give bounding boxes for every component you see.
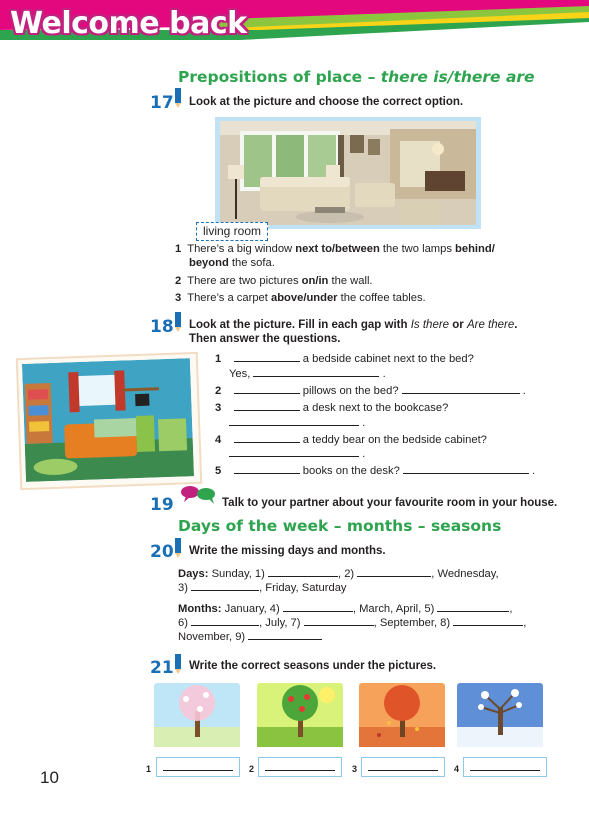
exercise-number-17: 17 bbox=[150, 93, 174, 113]
exercise-21-instruction: Write the correct seasons under the pictures. bbox=[189, 660, 437, 672]
exercise-18-item-4: 4 a teddy bear on the bedside cabinet? bbox=[215, 434, 487, 446]
season-answer-label-2: 2 bbox=[249, 764, 255, 774]
bedroom-picture-frame bbox=[16, 352, 202, 490]
page-number: 10 bbox=[40, 768, 59, 787]
exercise-20-days-line-1: Days: Sunday, 1) , 2) , Wednesday, bbox=[178, 568, 499, 580]
exercise-18-answer-1: Yes, . bbox=[229, 368, 386, 380]
exercise-18-answer-4: . bbox=[229, 446, 365, 461]
living-room-picture-frame bbox=[215, 117, 481, 229]
exercise-20-months-line-1: Months: January, 4) , March, April, 5) , bbox=[178, 603, 513, 615]
season-picture-1 bbox=[154, 683, 240, 747]
exercise-18-answer-3: . bbox=[229, 415, 365, 430]
pencil-icon bbox=[174, 312, 182, 332]
pencil-icon bbox=[174, 654, 182, 674]
living-room-caption: living room bbox=[196, 222, 268, 241]
pencil-icon bbox=[174, 538, 182, 558]
speech-bubbles-icon bbox=[178, 484, 218, 506]
exercise-18-instruction: Look at the picture. Fill in each gap with Is there or Are there. bbox=[189, 319, 518, 331]
exercise-17-item-1: 1 There’s a big window next to/between the two lamps behind/ bbox=[175, 243, 495, 255]
exercise-20-months-line-2: 6) , July, 7) , September, 8) , bbox=[178, 617, 527, 629]
exercise-19-instruction: Talk to your partner about your favourite room in your house. bbox=[222, 497, 558, 509]
exercise-number-18: 18 bbox=[150, 317, 174, 337]
page-header-title: Welcome back bbox=[10, 6, 247, 41]
exercise-number-19: 19 bbox=[150, 495, 174, 515]
season-answer-label-1: 1 bbox=[146, 764, 152, 774]
season-picture-4 bbox=[457, 683, 543, 747]
exercise-17-item-3: 3 There’s a carpet above/under the coffee tables. bbox=[175, 292, 426, 304]
exercise-20-instruction: Write the missing days and months. bbox=[189, 545, 386, 557]
section-title-days-months: Days of the week – months – seasons bbox=[178, 517, 502, 535]
exercise-17-item-2: 2 There are two pictures on/in the wall. bbox=[175, 275, 373, 287]
pencil-icon bbox=[174, 88, 182, 108]
exercise-number-20: 20 bbox=[150, 542, 174, 562]
season-answer-box-2[interactable] bbox=[258, 757, 342, 777]
exercise-18-item-1: 1 a bedside cabinet next to the bed? bbox=[215, 353, 474, 365]
bedroom-image bbox=[22, 358, 194, 482]
season-answer-label-4: 4 bbox=[454, 764, 460, 774]
exercise-18-item-5: 5 books on the desk? . bbox=[215, 465, 536, 477]
section-title-prepositions: Prepositions of place – there is/there are bbox=[178, 68, 535, 86]
exercise-number-21: 21 bbox=[150, 658, 174, 678]
exercise-17-instruction: Look at the picture and choose the correct option. bbox=[189, 96, 464, 108]
season-picture-3 bbox=[359, 683, 445, 747]
living-room-image bbox=[220, 121, 476, 225]
season-answer-box-1[interactable] bbox=[156, 757, 240, 777]
season-answer-box-3[interactable] bbox=[361, 757, 445, 777]
exercise-20-days-line-2: 3) , Friday, Saturday bbox=[178, 582, 347, 594]
exercise-20-months-line-3: November, 9) bbox=[178, 629, 322, 644]
season-answer-label-3: 3 bbox=[352, 764, 358, 774]
exercise-18-item-2: 2 pillows on the bed? . bbox=[215, 385, 526, 397]
exercise-18-item-3: 3 a desk next to the bookcase? bbox=[215, 402, 449, 414]
season-answer-box-4[interactable] bbox=[463, 757, 547, 777]
exercise-18-instruction-2: Then answer the questions. bbox=[189, 333, 341, 345]
season-picture-2 bbox=[257, 683, 343, 747]
exercise-17-item-1-cont: beyond the sofa. bbox=[189, 257, 275, 269]
